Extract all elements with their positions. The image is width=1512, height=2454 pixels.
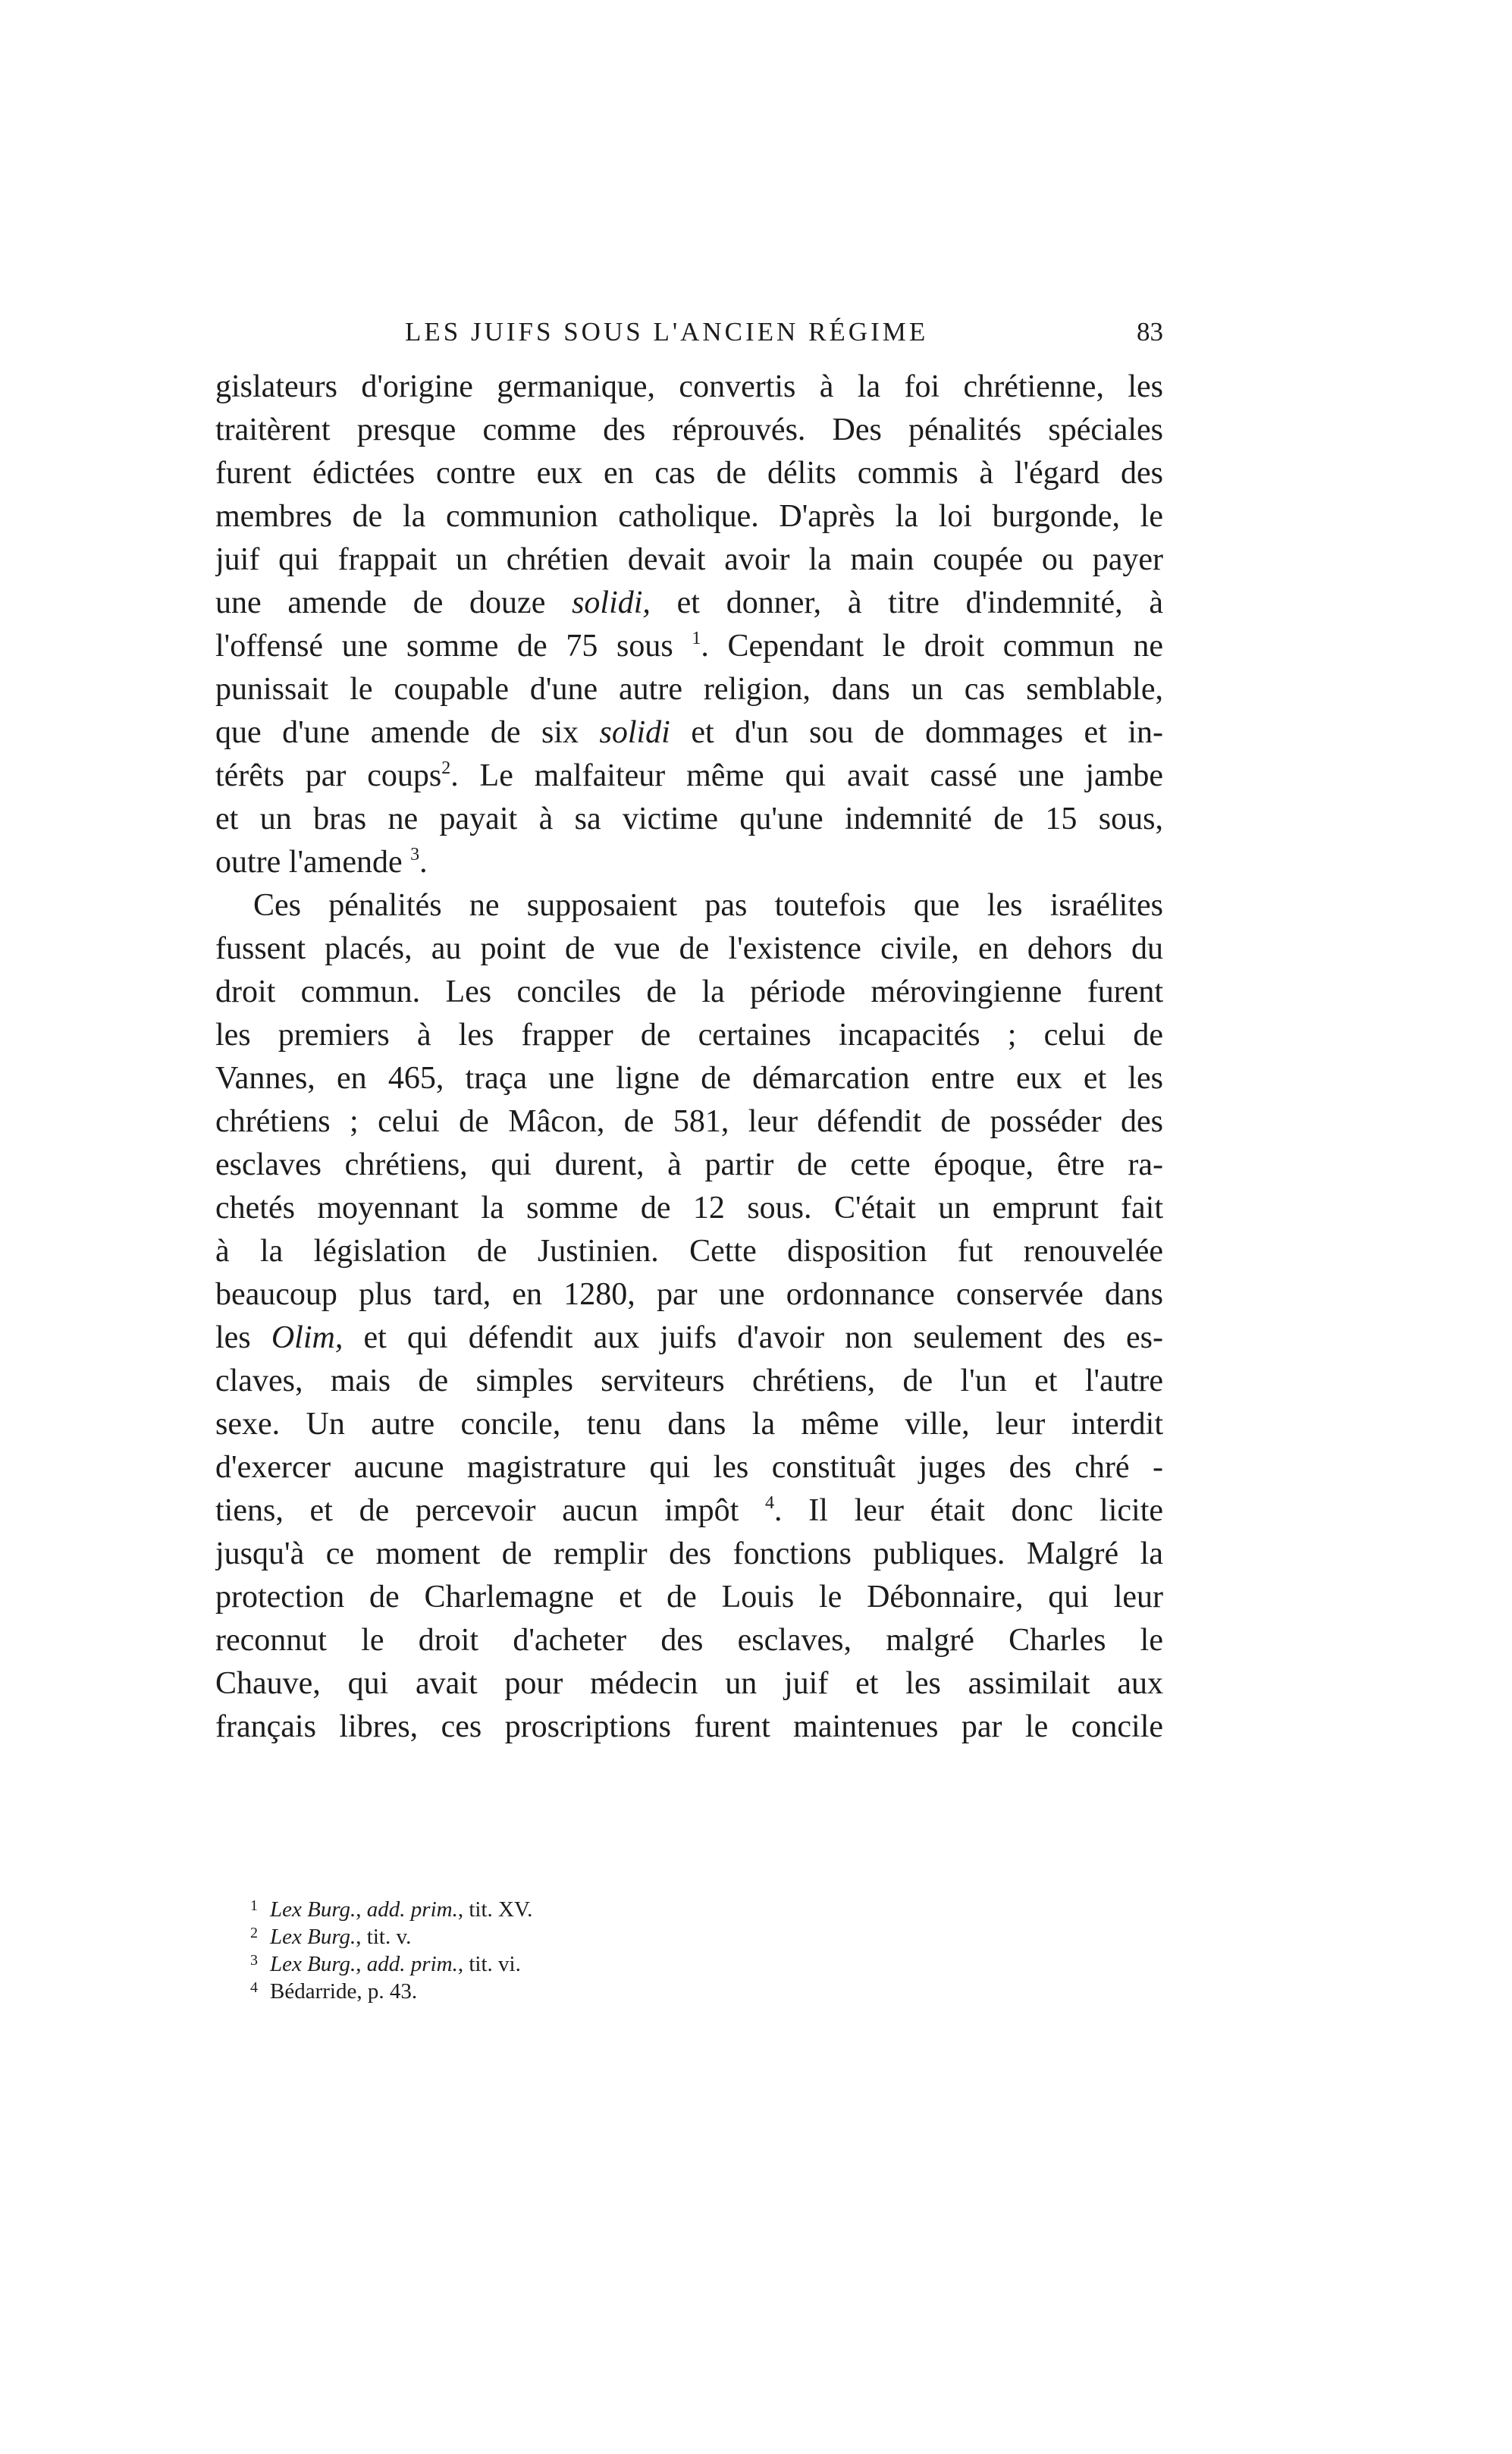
text-run: et donner, à titre d'indemnité, à [650, 585, 1163, 620]
text-line [215, 971, 1163, 1014]
text-line [215, 1100, 1163, 1144]
text-line [215, 1316, 1163, 1360]
text-run: jusqu'à ce moment de remplir des fonctions publiques. Malgré la [215, 1536, 1163, 1571]
text-run: traitèrent presque comme des réprouvés. Des pénalités spéciales [215, 413, 1163, 447]
text-run: Ces pénalités ne supposaient pas toutefois que les israélites [253, 888, 1163, 923]
text-run: l'offensé une somme de 75 sous [215, 629, 692, 664]
text-run: , [356, 1952, 367, 1976]
text-run: droit commun. Les conciles de la période mérovingienne furent [215, 974, 1163, 1009]
text-run: français libres, ces proscriptions furent maintenues par le concile [215, 1709, 1163, 1744]
text-run: sexe. Un autre concile, tenu dans la même ville, leur interdit [215, 1407, 1163, 1442]
text-line [215, 798, 1163, 841]
text-run: . Il leur était donc licite [774, 1493, 1163, 1528]
text-line [215, 711, 1163, 755]
text-run: les premiers à les frapper de certaines incapacités ; celui de [215, 1018, 1163, 1053]
text-run: que d'une amende de six [215, 715, 600, 750]
text-run: chetés moyennant la somme de 12 sous. C'était un emprunt fait [215, 1191, 1163, 1225]
footnote [250, 1947, 857, 1974]
text-line [215, 1057, 1163, 1100]
italic-text: Olim, [271, 1320, 343, 1355]
running-title: LES JUIFS SOUS L'ANCIEN RÉGIME [405, 317, 929, 347]
text-run: et qui défendit aux juifs d'avoir non seulement des es- [343, 1320, 1163, 1355]
footnote-reference: 3 [410, 845, 420, 865]
text-run: , tit. vi. [457, 1952, 521, 1976]
text-line [215, 1446, 1163, 1489]
body-text [215, 366, 1163, 1749]
text-line [215, 1187, 1163, 1230]
text-run: Vannes, en 465, traça une ligne de démarcation entre eux et les [215, 1061, 1163, 1096]
footnotes [250, 1892, 857, 2004]
text-run: , [356, 1897, 367, 1922]
text-run: furent édictées contre eux en cas de délits commis à l'égard des [215, 456, 1163, 491]
italic-text: add. prim. [366, 1897, 458, 1922]
text-run: claves, mais de simples serviteurs chrétiens, de l'un et l'autre [215, 1364, 1163, 1398]
footnote-reference: 1 [692, 629, 701, 648]
text-line [215, 1273, 1163, 1316]
text-run: . [419, 845, 428, 880]
text-line [215, 1662, 1163, 1706]
text-line [215, 366, 1163, 409]
text-line [215, 1619, 1163, 1662]
text-run: membres de la communion catholique. D'après la loi burgonde, le [215, 499, 1163, 534]
text-run: et d'un sou de dommages et in- [670, 715, 1163, 750]
text-line [215, 538, 1163, 582]
footnote-number: 1 [250, 1897, 258, 1914]
text-run: , tit. XV. [457, 1897, 533, 1922]
text-run: . Cependant le droit commun ne [701, 629, 1163, 664]
italic-text: Lex Burg. [270, 1952, 356, 1976]
text-run: térêts par coups [215, 758, 442, 793]
text-run: reconnut le droit d'acheter des esclaves, malgré Charles le [215, 1623, 1163, 1658]
text-line [215, 841, 1163, 884]
footnote-reference: 4 [765, 1493, 775, 1513]
italic-text: solidi [599, 715, 670, 750]
text-line [215, 1014, 1163, 1057]
footnote [250, 1919, 857, 1947]
text-run: Bédarride, p. 43. [270, 1979, 418, 2004]
text-run: tiens, et de percevoir aucun impôt [215, 1493, 766, 1528]
text-line [215, 1576, 1163, 1619]
text-line [215, 755, 1163, 798]
running-head [215, 317, 1163, 362]
text-run: chrétiens ; celui de Mâcon, de 581, leur défendit de posséder des [215, 1104, 1163, 1139]
italic-text: solidi, [572, 585, 651, 620]
text-run: juif qui frappait un chrétien devait avoir la main coupée ou payer [215, 542, 1163, 577]
text-run: gislateurs d'origine germanique, convertis à la foi chrétienne, les [215, 369, 1163, 404]
footnote-number: 4 [250, 1979, 258, 1996]
text-run: beaucoup plus tard, en 1280, par une ordonnance conservée dans [215, 1277, 1163, 1312]
text-run: punissait le coupable d'une autre religion, dans un cas semblable, [215, 672, 1163, 707]
footnote [250, 1892, 857, 1922]
text-line [215, 409, 1163, 452]
italic-text: Lex Burg. [270, 1925, 356, 1949]
text-run: protection de Charlemagne et de Louis le Débonnaire, qui leur [215, 1580, 1163, 1615]
italic-text: Lex Burg. [270, 1897, 356, 1922]
text-line [215, 884, 1163, 927]
text-run: une amende de douze [215, 585, 572, 620]
text-run: Chauve, qui avait pour médecin un juif et les assimilait aux [215, 1666, 1163, 1701]
text-line [215, 582, 1163, 625]
footnote-reference: 2 [441, 758, 451, 778]
page-number: 83 [1137, 317, 1163, 347]
footnote-number: 2 [250, 1925, 258, 1941]
text-run: . Le malfaiteur même qui avait cassé une jambe [450, 758, 1163, 793]
text-run: outre l'amende [215, 845, 411, 880]
text-line [215, 1489, 1163, 1533]
text-line [215, 1144, 1163, 1187]
text-line [215, 1230, 1163, 1273]
text-line [215, 1533, 1163, 1576]
text-line [215, 625, 1163, 668]
text-run: esclaves chrétiens, qui durent, à partir de cette époque, être ra- [215, 1147, 1163, 1182]
text-run: , tit. v. [356, 1925, 412, 1949]
text-line [215, 1706, 1163, 1749]
italic-text: add. prim. [366, 1952, 458, 1976]
text-line [215, 927, 1163, 971]
text-line [215, 452, 1163, 495]
text-line [215, 1403, 1163, 1446]
text-line [215, 495, 1163, 538]
footnote-number: 3 [250, 1952, 258, 1969]
text-run: à la législation de Justinien. Cette disposition fut renouvelée [215, 1234, 1163, 1269]
text-run: d'exercer aucune magistrature qui les constituât juges des chré - [215, 1450, 1163, 1485]
text-run: les [215, 1320, 271, 1355]
text-line [215, 668, 1163, 711]
text-line [215, 1360, 1163, 1403]
text-run: fussent placés, au point de vue de l'existence civile, en dehors du [215, 931, 1163, 966]
text-run: et un bras ne payait à sa victime qu'une indemnité de 15 sous, [215, 802, 1163, 836]
footnote [250, 1974, 857, 2004]
